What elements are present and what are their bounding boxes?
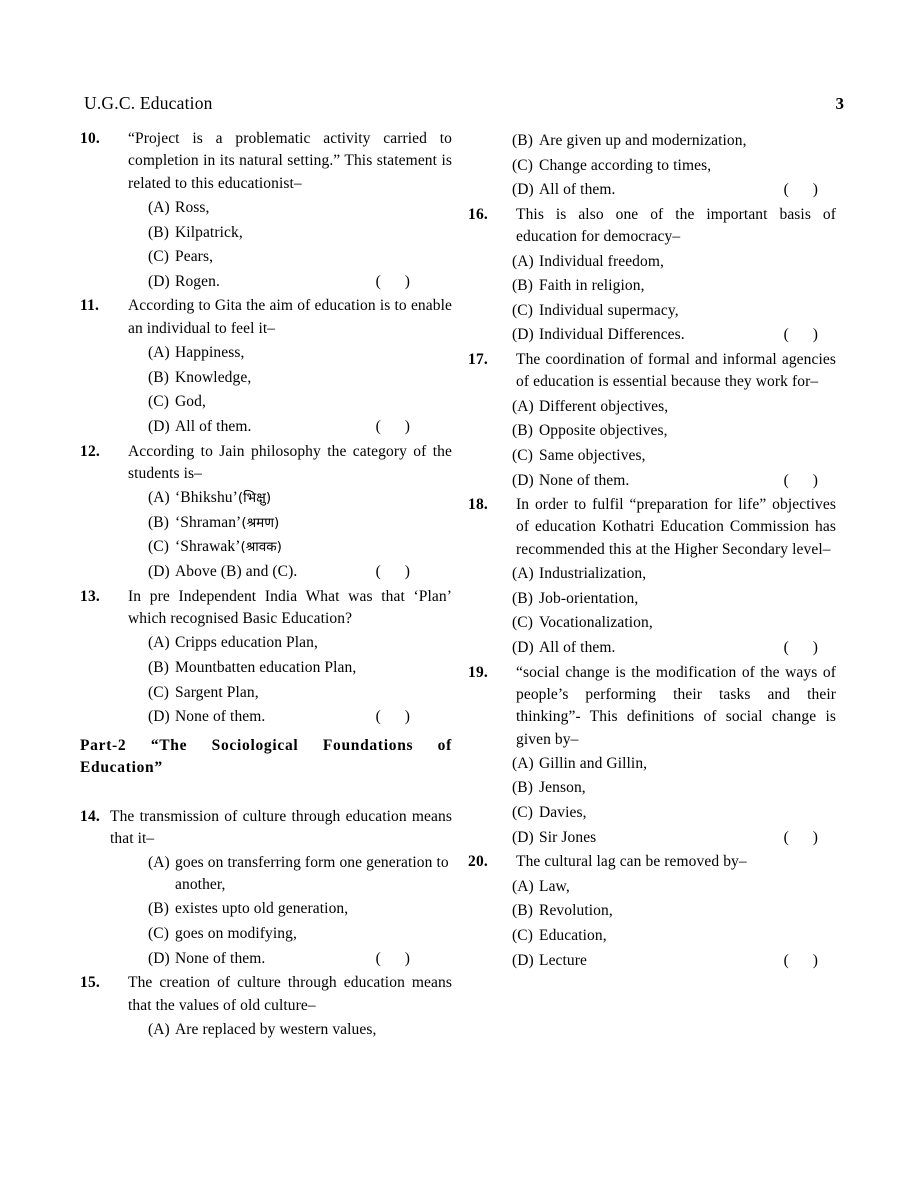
option-body — [175, 898, 452, 921]
question-text: According to Jain philosophy the category of the students is– — [128, 442, 452, 482]
option-text: existes upto old generation, — [175, 900, 349, 918]
option-label: (D) — [148, 417, 170, 435]
option-label: (B) — [512, 132, 533, 149]
option-text: Are given up and modernization, — [539, 132, 747, 149]
option-row[interactable] — [80, 632, 452, 655]
option-text: Individual freedom, — [539, 252, 664, 270]
answer-bracket[interactable]: ( ) — [783, 951, 818, 969]
answer-bracket[interactable]: ( ) — [783, 181, 818, 199]
option-text: All of them. — [175, 417, 252, 435]
option-body — [175, 222, 452, 245]
question-block — [468, 204, 836, 347]
option-row[interactable] — [468, 275, 836, 298]
option-row[interactable] — [468, 420, 836, 443]
option-text: Different objectives, — [539, 397, 669, 415]
option-label: (D) — [512, 471, 534, 489]
option-list — [80, 632, 452, 729]
option-label: (D) — [512, 951, 534, 969]
option-devanagari: (श्रमण) — [241, 514, 280, 531]
question-stem — [80, 295, 452, 340]
option-text: Jenson, — [539, 779, 586, 797]
option-text: Cripps education Plan, — [175, 634, 318, 652]
option-body — [539, 445, 836, 468]
question-block — [80, 586, 452, 729]
option-text: Faith in religion, — [539, 277, 645, 295]
option-body — [175, 948, 452, 971]
option-list — [468, 876, 836, 973]
option-label: (B) — [148, 900, 169, 918]
option-text: ‘Bhikshu’(भिक्षु) — [175, 489, 272, 507]
option-list — [468, 130, 836, 202]
question-text: In order to fulfil “preparation for life” objectives of education Kothatri Education Commission has recommended this at the Higher Secondary level– — [516, 496, 836, 558]
question-column-right — [468, 128, 836, 974]
option-body — [539, 420, 836, 443]
option-row[interactable] — [80, 536, 452, 559]
option-label: (B) — [512, 277, 533, 295]
question-text: The cultural lag can be removed by– — [516, 853, 747, 871]
option-row[interactable] — [468, 251, 836, 274]
option-body — [175, 923, 452, 946]
option-list — [468, 753, 836, 850]
option-row[interactable] — [80, 222, 452, 245]
option-text: Revolution, — [539, 902, 613, 920]
option-row[interactable] — [80, 367, 452, 390]
option-row[interactable] — [468, 179, 836, 202]
option-text: Knowledge, — [175, 368, 252, 386]
option-body — [175, 561, 452, 584]
option-body — [175, 706, 452, 729]
question-text: In pre Independent India What was that ‘Plan’ which recognised Basic Education? — [128, 587, 452, 627]
option-row[interactable] — [468, 445, 836, 468]
option-label: (D) — [512, 638, 534, 656]
question-stem — [468, 851, 836, 873]
option-row[interactable] — [468, 396, 836, 419]
option-row[interactable] — [80, 271, 452, 294]
option-body — [175, 657, 452, 680]
option-label: (C) — [512, 926, 533, 944]
option-label: (A) — [512, 877, 534, 895]
option-label: (C) — [512, 156, 533, 174]
question-number: 17. — [468, 351, 488, 368]
option-body — [175, 852, 452, 896]
option-row[interactable] — [468, 155, 836, 178]
option-text: Industrialization, — [539, 565, 647, 583]
option-text: ‘Shraman’(श्रमण) — [175, 513, 280, 531]
option-row[interactable] — [80, 682, 452, 705]
option-body — [175, 536, 452, 559]
option-label: (A) — [148, 489, 170, 507]
option-text: None of them. — [539, 471, 630, 489]
option-label: (B) — [148, 513, 169, 531]
option-row[interactable] — [468, 324, 836, 347]
option-list — [468, 251, 836, 348]
option-body — [539, 612, 836, 635]
option-row[interactable] — [468, 777, 836, 800]
question-block — [468, 494, 836, 659]
option-row[interactable] — [468, 130, 836, 153]
question-block — [468, 349, 836, 492]
option-text: None of them. — [175, 708, 266, 726]
question-block — [80, 806, 452, 971]
answer-bracket[interactable]: ( ) — [783, 638, 818, 656]
question-text: This is also one of the important basis of education for democracy– — [516, 205, 836, 246]
option-label: (C) — [148, 248, 169, 266]
option-label: (D) — [148, 563, 170, 581]
option-text: ‘Shrawak’(श्रावक) — [175, 538, 282, 556]
option-label: (C) — [148, 393, 169, 411]
question-stem — [468, 204, 836, 249]
option-label: (B) — [148, 368, 169, 386]
option-label: (B) — [512, 902, 533, 920]
option-body — [539, 637, 836, 660]
option-label: (B) — [512, 589, 533, 607]
option-body — [175, 197, 452, 220]
answer-bracket[interactable]: ( ) — [375, 708, 410, 726]
answer-bracket[interactable]: ( ) — [783, 326, 818, 344]
option-label: (A) — [512, 565, 534, 583]
option-label: (C) — [148, 924, 169, 942]
option-row[interactable] — [80, 561, 452, 584]
option-text: None of them. — [175, 949, 266, 967]
question-column-left — [80, 128, 452, 1043]
option-text: Opposite objectives, — [539, 422, 668, 440]
question-text: The transmission of culture through education means that it– — [110, 807, 452, 847]
option-row[interactable] — [468, 470, 836, 493]
option-label: (A) — [512, 397, 534, 415]
option-row[interactable] — [80, 197, 452, 220]
answer-bracket[interactable]: ( ) — [375, 949, 410, 967]
option-label: (A) — [148, 1020, 170, 1038]
question-stem — [80, 586, 452, 631]
question-stem — [468, 494, 836, 561]
option-body — [175, 271, 452, 294]
option-body — [539, 925, 836, 948]
option-text: Law, — [539, 877, 570, 895]
option-text: Davies, — [539, 804, 587, 822]
option-row[interactable] — [80, 923, 452, 946]
option-text: Sir Jones — [539, 828, 597, 846]
option-row[interactable] — [80, 391, 452, 414]
option-label: (D) — [148, 708, 170, 726]
option-row[interactable] — [468, 900, 836, 923]
option-label: (C) — [512, 804, 533, 822]
answer-bracket[interactable]: ( ) — [375, 417, 410, 435]
option-row[interactable] — [468, 827, 836, 850]
option-text: All of them. — [539, 181, 616, 199]
option-devanagari: (भिक्षु) — [237, 490, 272, 507]
question-block — [80, 295, 452, 438]
option-body — [175, 632, 452, 655]
question-stem — [80, 441, 452, 486]
question-number: 20. — [468, 853, 488, 871]
option-body — [539, 130, 836, 153]
option-row[interactable] — [468, 563, 836, 586]
option-body — [175, 512, 452, 535]
option-text: Individual supermacy, — [539, 301, 679, 319]
option-body — [539, 179, 836, 202]
option-text: Change according to times, — [539, 156, 712, 174]
option-label: (A) — [512, 754, 534, 772]
option-body — [539, 251, 836, 274]
option-label: (A) — [148, 198, 170, 216]
option-text: Happiness, — [175, 344, 245, 362]
option-body — [175, 487, 452, 510]
question-text: The creation of culture through education means that the values of old culture– — [128, 974, 452, 1014]
option-row[interactable] — [468, 637, 836, 660]
option-body — [539, 876, 836, 899]
option-body — [539, 900, 836, 923]
option-body — [175, 682, 452, 705]
running-head — [84, 93, 844, 114]
option-label: (D) — [148, 949, 170, 967]
question-stem — [468, 349, 836, 394]
option-list — [80, 342, 452, 439]
option-text: Same objectives, — [539, 446, 646, 464]
question-number: 19. — [468, 663, 488, 681]
option-label: (C) — [512, 446, 533, 464]
option-text: Kilpatrick, — [175, 223, 243, 241]
option-text: Are replaced by western values, — [175, 1020, 377, 1038]
option-body — [539, 827, 836, 850]
option-body — [539, 777, 836, 800]
option-label: (D) — [148, 272, 170, 290]
question-block — [80, 441, 452, 584]
option-label: (C) — [148, 683, 169, 701]
option-row[interactable] — [80, 948, 452, 971]
option-row[interactable] — [468, 753, 836, 776]
option-body — [539, 950, 836, 973]
option-label: (A) — [148, 854, 170, 872]
option-text: Gillin and Gillin, — [539, 754, 648, 772]
option-row[interactable] — [80, 898, 452, 921]
part-heading: Part-2 “The Sociological Foundations of Education” — [80, 736, 452, 777]
option-row[interactable] — [80, 246, 452, 269]
question-block — [468, 662, 836, 850]
option-text: Sargent Plan, — [175, 683, 259, 701]
option-body — [539, 753, 836, 776]
option-body — [539, 470, 836, 493]
option-label: (C) — [512, 301, 533, 319]
question-text: According to Gita the aim of education is to enable an individual to feel it– — [128, 297, 452, 337]
page-number: 3 — [835, 94, 844, 113]
option-label: (C) — [512, 614, 533, 632]
question-stem — [80, 806, 452, 851]
option-label: (A) — [512, 252, 534, 270]
option-row[interactable] — [80, 852, 452, 896]
option-row[interactable] — [468, 300, 836, 323]
option-label: (C) — [148, 538, 169, 556]
option-label: (D) — [512, 181, 534, 199]
option-list — [80, 852, 452, 970]
question-block — [468, 851, 836, 972]
option-label: (B) — [148, 223, 169, 241]
answer-bracket[interactable]: ( ) — [375, 563, 410, 581]
option-row[interactable] — [468, 925, 836, 948]
answer-bracket[interactable]: ( ) — [375, 272, 410, 290]
option-row[interactable] — [468, 876, 836, 899]
option-body — [539, 563, 836, 586]
question-number: 18. — [468, 496, 488, 514]
option-row[interactable] — [80, 416, 452, 439]
option-list — [80, 487, 452, 584]
question-number: 15. — [80, 974, 100, 992]
option-row[interactable] — [468, 802, 836, 825]
option-body — [539, 802, 836, 825]
option-list — [468, 563, 836, 660]
option-text: All of them. — [539, 638, 616, 656]
option-text: Vocationalization, — [539, 614, 653, 632]
option-text: God, — [175, 393, 206, 411]
option-row[interactable] — [468, 950, 836, 973]
question-number: 10. — [80, 130, 100, 147]
question-stem — [80, 972, 452, 1017]
option-row[interactable] — [80, 1019, 452, 1042]
option-label: (A) — [148, 634, 170, 652]
option-label: (A) — [148, 344, 170, 362]
answer-bracket[interactable]: ( ) — [783, 471, 818, 489]
option-list — [80, 1019, 452, 1042]
question-text: The coordination of formal and informal agencies of education is essential because they work for– — [516, 351, 836, 391]
option-text: Education, — [539, 926, 607, 944]
option-list — [80, 197, 452, 294]
option-text: Individual Differences. — [539, 326, 685, 344]
option-list — [468, 396, 836, 493]
option-row[interactable] — [80, 512, 452, 535]
page-title: U.G.C. Education — [84, 93, 213, 113]
answer-bracket[interactable]: ( ) — [783, 828, 818, 846]
option-label: (D) — [512, 828, 534, 846]
option-label: (B) — [512, 779, 533, 797]
question-stem — [80, 128, 452, 195]
option-body — [175, 246, 452, 269]
question-text: “social change is the modification of the ways of people’s performing their tasks and their thinking”- This definitions of social change is given by– — [516, 663, 836, 748]
option-body — [175, 342, 452, 365]
option-text: Mountbatten education Plan, — [175, 658, 357, 676]
question-block — [80, 972, 452, 1041]
option-row[interactable] — [80, 342, 452, 365]
option-body — [539, 324, 836, 347]
question-number: 16. — [468, 205, 488, 223]
option-text: Pears, — [175, 248, 214, 266]
option-text: Lecture — [539, 951, 588, 969]
option-label: (B) — [148, 658, 169, 676]
option-text: Ross, — [175, 198, 210, 216]
option-body — [539, 300, 836, 323]
option-text: goes on transferring form one generation to another, — [175, 854, 449, 894]
option-row[interactable] — [468, 612, 836, 635]
option-body — [539, 275, 836, 298]
option-label: (B) — [512, 422, 533, 440]
option-body — [539, 396, 836, 419]
option-text: Above (B) and (C). — [175, 563, 298, 581]
option-body — [175, 391, 452, 414]
option-label: (D) — [512, 326, 534, 344]
question-block — [80, 128, 452, 293]
option-body — [175, 1019, 452, 1042]
option-text: goes on modifying, — [175, 924, 297, 942]
option-row[interactable] — [468, 588, 836, 611]
option-devanagari: (श्रावक) — [240, 539, 282, 556]
option-text: Rogen. — [175, 272, 220, 290]
option-row[interactable] — [80, 487, 452, 510]
option-body — [175, 367, 452, 390]
option-body — [539, 155, 836, 178]
option-body — [175, 416, 452, 439]
question-text: “Project is a problematic activity carried to completion in its natural setting.” This statement is related to this educationist– — [128, 130, 452, 192]
question-number: 12. — [80, 442, 100, 460]
question-number: 13. — [80, 587, 100, 605]
option-body — [539, 588, 836, 611]
option-row[interactable] — [80, 706, 452, 729]
option-row[interactable] — [80, 657, 452, 680]
question-number: 14. — [80, 807, 100, 825]
question-number: 11. — [80, 297, 100, 315]
question-stem — [468, 662, 836, 751]
option-text: Job-orientation, — [539, 589, 639, 607]
options-continued-block — [468, 130, 836, 202]
